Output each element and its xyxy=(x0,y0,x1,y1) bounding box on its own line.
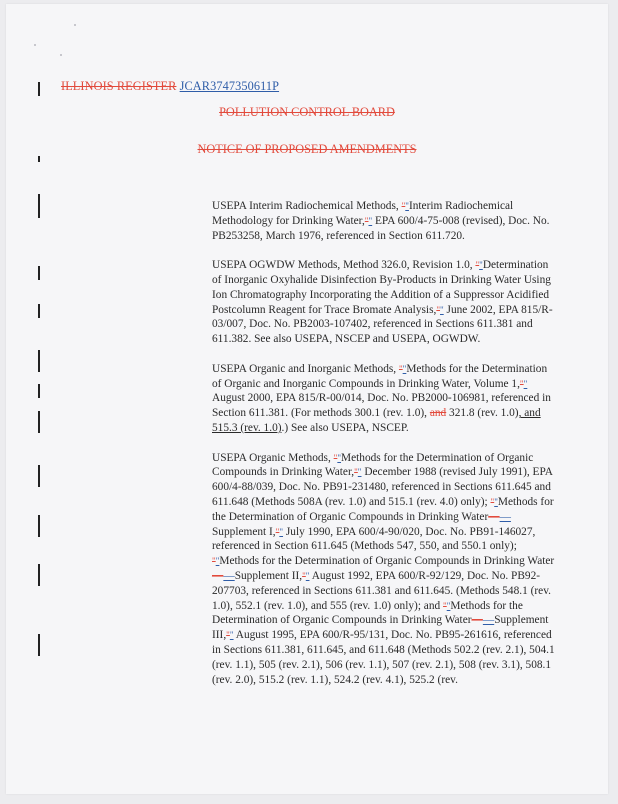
text-run: Supplement I, xyxy=(212,525,276,538)
scan-speck xyxy=(60,54,62,56)
deleted-quote: " xyxy=(302,570,306,581)
inserted-quote: " xyxy=(440,304,444,315)
text-run: August 1995, EPA 600/R-95/131, Doc. No. PB95-261616, referenced in Sections 611.381, 611.645, and 611.648 (Methods 502.2 (rev. 2.1), 504.1 (rev. 1.1), 505 (rev. 2.1), 506 (rev. 1.1), 507 (rev. 2.1), 508 (rev. 3.1), 508.1 (rev. 2.0), 515.2 (rev. 1.1), 524.2 (rev. 4.1), 525.2 (rev. xyxy=(212,629,555,686)
document-page xyxy=(6,4,608,794)
change-bar xyxy=(38,411,40,433)
text-run: USEPA Interim Radiochemical Methods, xyxy=(212,200,402,212)
inserted-quote: " xyxy=(357,467,362,478)
text-run: Methods for the Determination of Organic Compounds in Drinking Water xyxy=(212,599,523,627)
text-run: Methods for the Determination of Organic Compounds in Drinking Water xyxy=(219,555,555,568)
text-run: August 1992, EPA 600/R-92/129, Doc. No. PB92-207703, referenced in Sections 611.381 and 611.645. (Methods 548.1 (rev. 1.0), 552.1 (rev. 1.0), and 555 (rev. 1.0) only); and xyxy=(212,569,551,612)
inserted-text: , and 515.3 (rev. 1.0) xyxy=(212,407,541,434)
paragraph-organic-methods xyxy=(212,451,558,688)
text-run: .) See also USEPA, NSCEP. xyxy=(281,421,409,434)
text-run: USEPA OGWDW Methods, Method 326.0, Revision 1.0, xyxy=(212,259,476,272)
deleted-quote: " xyxy=(436,304,441,315)
inserted-quote: " xyxy=(337,452,342,463)
paragraph-organic-inorganic xyxy=(212,362,558,436)
register-header xyxy=(61,79,279,94)
text-run: August 2000, EPA 815/R-00/014, Doc. No. PB2000-106981, referenced in Section 611.381. (For methods 300.1 (rev. 1.0), xyxy=(212,392,551,420)
change-bar xyxy=(38,564,40,586)
notice-deleted-text: NOTICE OF PROPOSED AMENDMENTS xyxy=(197,142,417,156)
change-bar xyxy=(38,194,40,218)
document-body xyxy=(212,199,558,702)
deleted-quote: " xyxy=(398,363,403,374)
text-run: EPA 600/4-75-008 (revised), Doc. No. PB253258, March 1976, referenced in Section 611.720. xyxy=(212,214,550,242)
deleted-quote: " xyxy=(443,600,447,611)
inserted-dash: — xyxy=(223,569,235,582)
deleted-quote: " xyxy=(364,215,369,226)
text-run: June 2002, EPA 815/R-03/007, Doc. No. PB2003-107402, referenced in Sections 611.381 and 611.382. See also USEPA, NSCEP and USEPA, OGWDW. xyxy=(212,303,553,346)
register-inserted-text: JCAR3747350611P xyxy=(179,79,280,93)
inserted-quote: " xyxy=(523,378,528,389)
inserted-dash: — xyxy=(499,510,511,523)
inserted-quote: " xyxy=(229,630,234,641)
text-run: Supplement II, xyxy=(234,569,303,582)
change-bar xyxy=(38,465,40,487)
change-bar xyxy=(38,634,40,656)
deleted-dash: — xyxy=(488,510,500,523)
change-bar xyxy=(38,350,40,372)
text-run: Interim Radiochemical Methodology for Drinking Water, xyxy=(212,200,514,227)
deleted-quote: " xyxy=(490,496,495,507)
change-bar xyxy=(38,515,40,537)
scan-speck xyxy=(34,44,36,46)
deleted-quote: " xyxy=(475,260,480,271)
board-heading xyxy=(6,105,608,120)
deleted-quote: " xyxy=(226,630,230,641)
deleted-quote: " xyxy=(275,526,280,537)
notice-heading xyxy=(6,142,608,157)
inserted-quote: " xyxy=(405,201,409,211)
change-bar xyxy=(38,304,40,318)
paragraph-ogwdw-methods xyxy=(212,258,558,347)
inserted-quote: " xyxy=(402,363,407,374)
inserted-quote: " xyxy=(305,570,310,581)
text-run: 321.8 (rev. 1.0) xyxy=(446,407,519,420)
text-run: December 1988 (revised July 1991), EPA 600/4-88/039, Doc. No. PB91-231480, referenced in Sections 611.645 and 611.648 (Methods 508A (rev. 1.0) and 515.1 (rev. 4.0) only); xyxy=(212,466,553,508)
deleted-dash: — xyxy=(212,569,224,582)
deleted-quote: " xyxy=(333,452,338,463)
inserted-quote: " xyxy=(479,260,483,271)
text-run: July 1990, EPA 600/4-90/020, Doc. No. PB91-146027, referenced in Section 611.645 (Methods 547, 550, and 550.1 only); xyxy=(212,525,536,553)
inserted-quote: " xyxy=(494,496,498,507)
deleted-text: and xyxy=(429,407,447,420)
deleted-dash: — xyxy=(471,614,483,627)
text-run: USEPA Organic and Inorganic Methods, xyxy=(212,362,399,375)
deleted-quote: " xyxy=(401,201,406,211)
register-deleted-text: ILLINOIS REGISTER xyxy=(61,79,177,93)
inserted-quote: " xyxy=(215,556,220,567)
inserted-quote: " xyxy=(279,526,284,537)
board-deleted-text: POLLUTION CONTROL BOARD xyxy=(219,105,395,119)
change-bar xyxy=(38,384,40,398)
deleted-quote: " xyxy=(212,556,216,567)
text-run: Supplement III, xyxy=(212,614,549,642)
text-run: Methods for the Determination of Organic and Inorganic Compounds in Drinking Water, Volume 1, xyxy=(212,362,548,390)
inserted-quote: " xyxy=(446,600,451,611)
text-run: Methods for the Determination of Organic Compounds in Drinking Water, xyxy=(212,451,534,479)
deleted-quote: " xyxy=(354,467,358,478)
deleted-quote: " xyxy=(519,378,524,389)
text-run: Methods for the Determination of Organic Compounds in Drinking Water xyxy=(212,495,554,523)
inserted-dash: — xyxy=(482,614,495,627)
text-run: USEPA Organic Methods, xyxy=(212,451,334,464)
text-run: Determination of Inorganic Oxyhalide Disinfection By-Products in Drinking Water Using Ion Chromatography Incorporating the Addition of a Suppressor Acidified Postcolumn Reagent for Trace Bromate Analysis, xyxy=(212,259,551,316)
inserted-quote: " xyxy=(368,215,373,226)
scan-speck xyxy=(74,24,76,26)
paragraph-interim-radiochemical xyxy=(212,199,558,243)
change-bar xyxy=(38,266,40,280)
change-bar xyxy=(38,82,40,96)
